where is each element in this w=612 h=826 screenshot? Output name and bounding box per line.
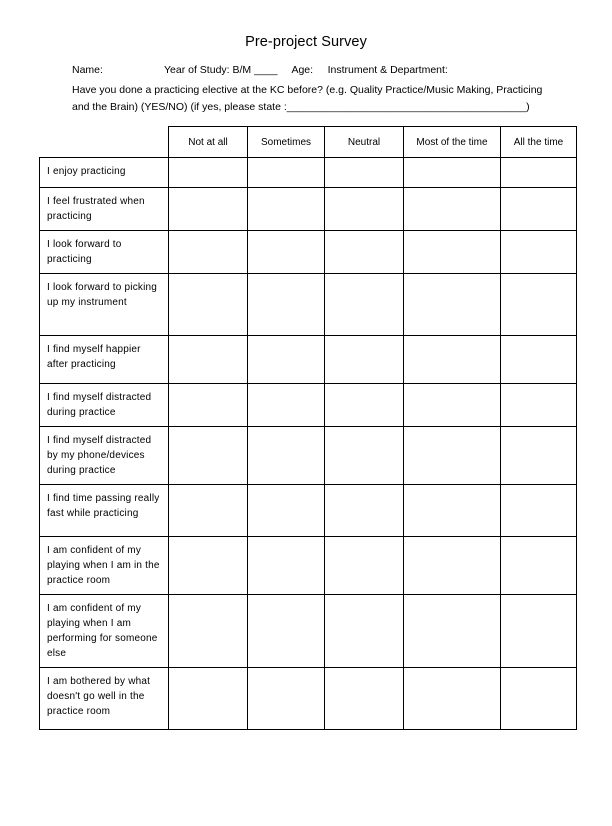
- response-cell[interactable]: [404, 668, 501, 730]
- response-cell[interactable]: [501, 231, 577, 274]
- response-cell[interactable]: [404, 485, 501, 537]
- statement-cell: I enjoy practicing: [40, 158, 169, 188]
- table-header-row: [40, 127, 577, 158]
- statement-cell: I feel frustrated when practicing: [40, 188, 169, 231]
- response-cell[interactable]: [248, 231, 325, 274]
- table-row: [40, 485, 577, 537]
- response-cell[interactable]: [501, 336, 577, 384]
- statement-cell: I am bothered by what doesn't go well in the practice room: [40, 668, 169, 730]
- response-cell[interactable]: [169, 274, 248, 336]
- response-cell[interactable]: [404, 158, 501, 188]
- survey-table: [39, 126, 577, 730]
- elective-question-line-2: and the Brain) (YES/NO) (if yes, please state :_________________________________________): [72, 101, 530, 113]
- response-cell[interactable]: [169, 336, 248, 384]
- table-row: [40, 336, 577, 384]
- table-corner-cell: [40, 127, 169, 158]
- response-cell[interactable]: [248, 668, 325, 730]
- response-cell[interactable]: [325, 427, 404, 485]
- response-cell[interactable]: [169, 485, 248, 537]
- response-cell[interactable]: [325, 668, 404, 730]
- response-cell[interactable]: [501, 427, 577, 485]
- response-cell[interactable]: [248, 537, 325, 595]
- response-cell[interactable]: [501, 537, 577, 595]
- response-cell[interactable]: [325, 595, 404, 668]
- statement-cell: I find myself distracted by my phone/devices during practice: [40, 427, 169, 485]
- table-row: [40, 537, 577, 595]
- response-cell[interactable]: [501, 188, 577, 231]
- response-cell[interactable]: [325, 188, 404, 231]
- response-cell[interactable]: [404, 537, 501, 595]
- column-header-most-of-the-time: Most of the time: [404, 127, 501, 158]
- response-cell[interactable]: [248, 384, 325, 427]
- response-cell[interactable]: [501, 595, 577, 668]
- statement-cell: I look forward to practicing: [40, 231, 169, 274]
- response-cell[interactable]: [501, 668, 577, 730]
- name-year-age-instrument-line: Name: Year of Study: B/M ____ Age: Instrument & Department:: [72, 64, 448, 76]
- statement-cell: I find myself distracted during practice: [40, 384, 169, 427]
- response-cell[interactable]: [325, 231, 404, 274]
- response-cell[interactable]: [169, 537, 248, 595]
- table-row: [40, 274, 577, 336]
- elective-question-line-1: Have you done a practicing elective at the KC before? (e.g. Quality Practice/Music Making, Practicing: [72, 84, 543, 96]
- column-header-sometimes: Sometimes: [248, 127, 325, 158]
- column-header-neutral: Neutral: [325, 127, 404, 158]
- response-cell[interactable]: [169, 231, 248, 274]
- statement-cell: I am confident of my playing when I am performing for someone else: [40, 595, 169, 668]
- response-cell[interactable]: [501, 274, 577, 336]
- statement-cell: I am confident of my playing when I am in the practice room: [40, 537, 169, 595]
- table-row: [40, 188, 577, 231]
- response-cell[interactable]: [325, 158, 404, 188]
- survey-page: [0, 34, 612, 826]
- response-cell[interactable]: [404, 188, 501, 231]
- response-cell[interactable]: [404, 427, 501, 485]
- response-cell[interactable]: [404, 274, 501, 336]
- response-cell[interactable]: [325, 384, 404, 427]
- response-cell[interactable]: [325, 274, 404, 336]
- response-cell[interactable]: [169, 595, 248, 668]
- table-body: [40, 158, 577, 730]
- response-cell[interactable]: [248, 485, 325, 537]
- statement-cell: I find myself happier after practicing: [40, 336, 169, 384]
- response-cell[interactable]: [248, 188, 325, 231]
- response-cell[interactable]: [169, 158, 248, 188]
- table-row: [40, 231, 577, 274]
- column-header-all-the-time: All the time: [501, 127, 577, 158]
- response-cell[interactable]: [404, 384, 501, 427]
- response-cell[interactable]: [248, 595, 325, 668]
- statement-cell: I look forward to picking up my instrument: [40, 274, 169, 336]
- response-cell[interactable]: [248, 336, 325, 384]
- table-row: [40, 668, 577, 730]
- response-cell[interactable]: [248, 158, 325, 188]
- response-cell[interactable]: [404, 595, 501, 668]
- response-cell[interactable]: [325, 537, 404, 595]
- response-cell[interactable]: [248, 274, 325, 336]
- response-cell[interactable]: [404, 336, 501, 384]
- response-cell[interactable]: [248, 427, 325, 485]
- response-cell[interactable]: [501, 158, 577, 188]
- table-row: [40, 384, 577, 427]
- header-fields: [0, 62, 612, 116]
- response-cell[interactable]: [404, 231, 501, 274]
- table-row: [40, 595, 577, 668]
- response-cell[interactable]: [501, 384, 577, 427]
- page-title: Pre-project Survey: [245, 34, 367, 50]
- column-header-not-at-all: Not at all: [169, 127, 248, 158]
- response-cell[interactable]: [325, 336, 404, 384]
- response-cell[interactable]: [169, 188, 248, 231]
- response-cell[interactable]: [501, 485, 577, 537]
- statement-cell: I find time passing really fast while practicing: [40, 485, 169, 537]
- response-cell[interactable]: [169, 384, 248, 427]
- response-cell[interactable]: [169, 427, 248, 485]
- response-cell[interactable]: [169, 668, 248, 730]
- response-cell[interactable]: [325, 485, 404, 537]
- table-row: [40, 427, 577, 485]
- table-row: [40, 158, 577, 188]
